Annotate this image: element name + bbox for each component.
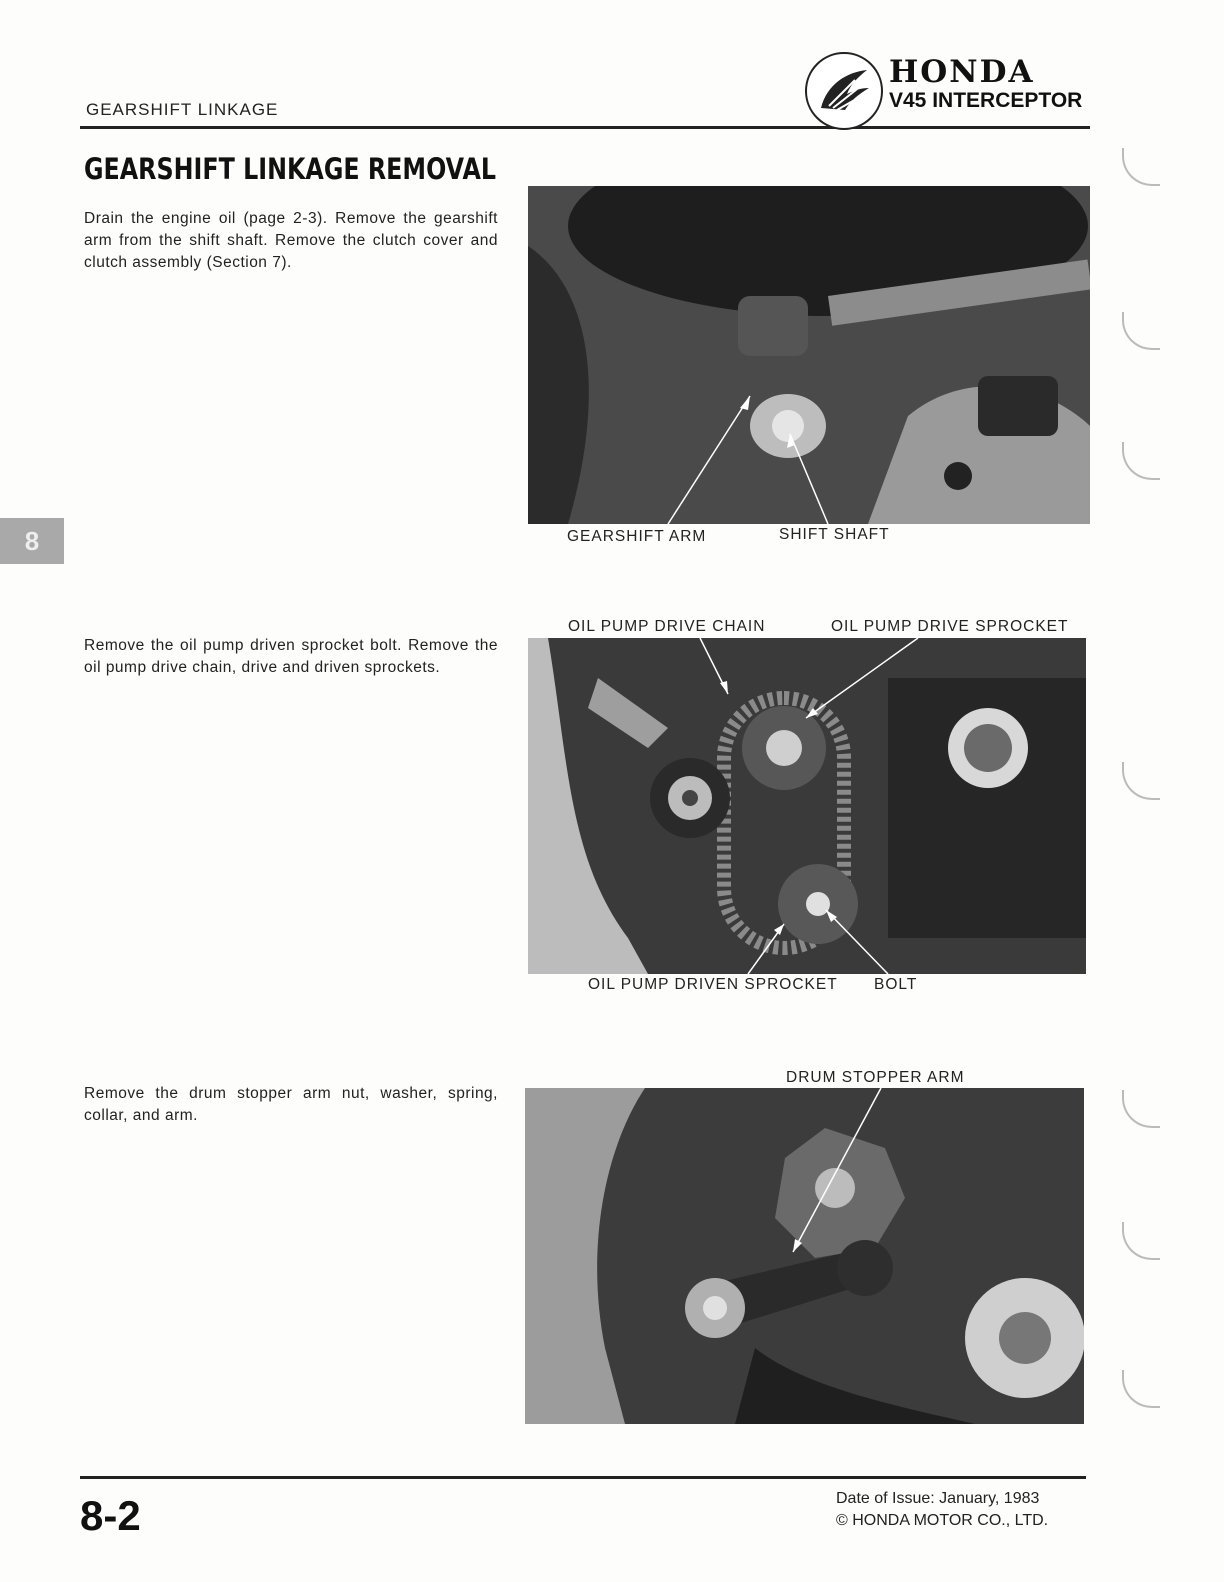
- gearshift-arm-photo: [528, 186, 1090, 524]
- binder-hole-mark: [1122, 1090, 1160, 1128]
- footer-rule: [80, 1476, 1086, 1479]
- binder-hole-mark: [1122, 1370, 1160, 1408]
- brand-name: HONDA: [889, 54, 1035, 90]
- step-3-text: Remove the drum stopper arm nut, washer, spring, collar, and arm.: [84, 1085, 498, 1124]
- label-bolt: BOLT: [874, 976, 918, 993]
- label-oil-pump-drive-sprocket: OIL PUMP DRIVE SPROCKET: [831, 618, 1069, 635]
- label-oil-pump-drive-chain: OIL PUMP DRIVE CHAIN: [568, 618, 766, 635]
- issue-date: Date of Issue: January, 1983: [836, 1490, 1040, 1507]
- honda-wing-icon: [805, 52, 883, 130]
- step-2-text: Remove the oil pump driven sprocket bolt. Remove the oil pump drive chain, drive and driven sprockets.: [84, 637, 498, 676]
- label-shift-shaft: SHIFT SHAFT: [779, 526, 890, 543]
- copyright: © HONDA MOTOR CO., LTD.: [836, 1512, 1049, 1529]
- page-number: 8-2: [80, 1492, 141, 1539]
- oil-pump-photo: [528, 638, 1086, 974]
- issue-info: [836, 1488, 1048, 1532]
- binder-hole-mark: [1122, 312, 1160, 350]
- label-drum-stopper-arm: DRUM STOPPER ARM: [786, 1069, 965, 1086]
- honda-logo: [805, 52, 1095, 126]
- drum-stopper-photo: [525, 1088, 1084, 1424]
- binder-hole-mark: [1122, 442, 1160, 480]
- model-name: V45 INTERCEPTOR: [889, 89, 1083, 112]
- binder-hole-mark: [1122, 1222, 1160, 1260]
- page-title: GEARSHIFT LINKAGE REMOVAL: [84, 152, 497, 186]
- step-1-text: Drain the engine oil (page 2-3). Remove the gearshift arm from the shift shaft. Remove the clutch cover and clutch assembly (Section 7).: [84, 210, 498, 271]
- section-header: GEARSHIFT LINKAGE: [86, 100, 279, 119]
- section-index-tab: 8: [0, 518, 64, 564]
- binder-hole-mark: [1122, 148, 1160, 186]
- header-rule: [80, 126, 1090, 129]
- label-gearshift-arm: GEARSHIFT ARM: [567, 528, 707, 545]
- label-oil-pump-driven-sprocket: OIL PUMP DRIVEN SPROCKET: [588, 976, 838, 993]
- binder-hole-mark: [1122, 762, 1160, 800]
